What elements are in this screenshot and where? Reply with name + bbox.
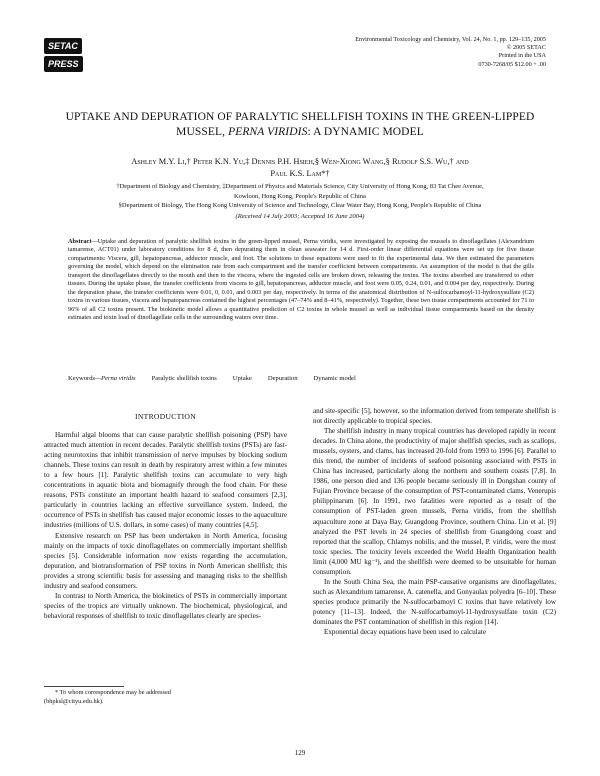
footnote-email: (bhpksl@cityu.edu.hk). bbox=[44, 697, 104, 705]
affiliation-line-1: †Department of Biology and Chemistry, ‡Department of Physics and Materials Science, City University of Hong Kong, 83 Tat Chee Avenue, bbox=[116, 183, 484, 190]
article-title bbox=[44, 110, 556, 140]
paragraph: Exponential decay equations have been used to calculate bbox=[324, 628, 486, 637]
keyword-item: Depuration bbox=[267, 375, 298, 382]
title-part-1: UPTAKE AND DEPURATION OF PARALYTIC SHELLFISH TOXINS IN THE GREEN-LIPPED MUSSEL, bbox=[65, 111, 535, 138]
keyword-item: Dynamic model bbox=[313, 375, 356, 382]
abstract-label: Abstract bbox=[68, 238, 92, 245]
keyword-item: Paralytic shellfish toxins bbox=[151, 375, 217, 382]
abstract-text: —Uptake and depuration of paralytic shellfish toxins in the green-lipped mussel, Perna viridis, were investigated by exposing the mussels to dinoflagellates (Alexandrium tamarense, ACT01) under laboratory conditions for 8 d, then depurating them in clean seawater for 14 d. First-order linear differential equations were set up for five tissue compartments: Viscera, gill, hepatopancreas, adductor muscle, and foot. The solutions to these equations were used to fit the experimental data. We then estimated the parameters governing the model, which depend on the elimination rate from each compartment and the transfer coefficient between compartments. An assumption of the model is that the gills transport the dinoflagellates directly to the mouth and then to the viscera, where the ingested cells are broken down, releasing the toxins. The toxins absorbed are transferred to other tissues. During the uptake phase, the transfer coefficients from viscera to gill, hepatopancreas, adductor muscle, and foot were 0.05, 0.24, 0.01, and 0.004 per day, respectively. During the depuration phase, the transfer coefficients were 0.01, 0, 0.01, and 0.003 per day, respectively. In terms of the anatomical distribution of N-sulfocarbamoyl-11-hydroxysulfate (C2) toxins in various tissues, viscera and hepatopancreas contained the highest percentages (47–74% and 8–41%, respectively). Together, these two tissue compartments accounted for 71 to 96% of all C2 toxins present. The biokinetic model allows a quantitative prediction of C2 toxins in whole mussel as well as individual tissue compartments based on the density estimates and toxin load of dinoflagellate cells in the surrounding waters over time. bbox=[68, 238, 534, 322]
authors-line-1: Ashley M.Y. Li,† Peter K.N. Yu,‡ Dennis P.H. Hsieh,§ Wen-Xiong Wang,§ Rudolf S.S. Wu,† and bbox=[131, 157, 469, 166]
affiliation-line-2: Kowloon, Hong Kong, People's Republic of China bbox=[234, 192, 366, 200]
paragraph: and site-specific [5], however, so the information derived from temperate shellfish is not directly applicable to tropical species. bbox=[313, 407, 556, 426]
title-part-2: : A DYNAMIC MODEL bbox=[307, 126, 424, 138]
received-dates: (Received 14 July 2003; Accepted 16 June 2004) bbox=[235, 213, 365, 220]
journal-copyright: © 2005 SETAC bbox=[506, 44, 546, 52]
authors-line-2: Paul K.S. Lam*† bbox=[270, 169, 330, 178]
author-list bbox=[44, 156, 556, 180]
logo-press: PRESS bbox=[44, 56, 83, 72]
keywords-label: Keywords bbox=[68, 375, 96, 382]
left-column bbox=[44, 408, 287, 621]
abstract bbox=[68, 238, 534, 323]
title-species: PERNA VIRIDIS bbox=[228, 126, 308, 138]
right-column bbox=[313, 406, 556, 637]
footnote-line-1: * To whom correspondence may be addressed bbox=[55, 689, 171, 696]
journal-issn: 0730-7268/05 $12.00 + .00 bbox=[478, 60, 546, 68]
page-number: 129 bbox=[294, 749, 306, 757]
setac-press-logo bbox=[44, 36, 122, 69]
paragraph: In the South China Sea, the main PSP-causative organisms are dinoflagellates, such as Alexandrium tamarense, A. catenella, and Gonyaulax polyedra [6–10]. These species produce primarily the N-sulfocarbamoyl C toxins that have relatively low potency [11–13]. Indeed, the N-sulfocarbamoyl-11-hydroxysulfate toxin (C2) dominates the PST contamination of shellfish in this region [14]. bbox=[313, 577, 556, 626]
journal-citation: Environmental Toxicology and Chemistry, Vol. 24, No. 1, pp. 129–135, 2005 bbox=[355, 36, 546, 43]
keywords bbox=[68, 374, 534, 383]
logo-setac: SETAC bbox=[44, 38, 82, 54]
paragraph: In contrast to North America, the biokinetics of PSTs in commercially important species of the tropics are virtually unknown. The biochemical, physiological, and behavioral responses of shellfish to toxic dinoflagellates clearly are species- bbox=[44, 591, 287, 620]
keyword-item: Uptake bbox=[232, 375, 252, 382]
paragraph: Harmful algal blooms that can cause paralytic shellfish poisoning (PSP) have attracted much attention in recent decades. Paralytic shellfish toxins (PSTs) are fast-acting neurotoxins that inhibit transmission of nerve impulses by blocking sodium channels. These toxins can result in death by respiratory arrest within a few minutes to a few hours [1]. Paralytic shellfish toxins can accumulate to very high concentrations in aquatic biota and biomagnify through the food chain. For these reasons, PSTs constitute an important health hazard to seafood consumers [2,3], particularly in countries lacking an effective surveillance system. Indeed, the occurrence of PSTs in shellfish has caused major economic losses to the aquaculture industries (millions of U.S. dollars, in some cases) of many countries [4,5]. bbox=[44, 431, 287, 530]
journal-printed: Printed in the USA bbox=[498, 52, 546, 60]
section-heading-introduction: INTRODUCTION bbox=[135, 412, 196, 421]
keyword-item: —Perna viridis bbox=[95, 375, 136, 382]
affiliations bbox=[44, 182, 556, 211]
paragraph: Extensive research on PSP has been undertaken in North America, focusing mainly on the impacts of toxic dinoflagellates on commercially important shellfish species [5]. Considerable information now exists regarding the accumulation, depuration, and biotransformation of PSP toxins in North American shellfish; this provides a strong scientific basis for assessing and managing risks to the shellfish industry and seafood consumers. bbox=[44, 531, 287, 590]
journal-info bbox=[246, 36, 546, 69]
affiliation-line-3: §Department of Biology, The Hong Kong University of Science and Technology, Clear Water Bay, Hong Kong, People's Republic of China bbox=[118, 202, 482, 209]
paragraph: The shellfish industry in many tropical countries has developed rapidly in recent decades. In China alone, the productivity of major shellfish species, such as scallops, mussels, oysters, and clams, has increased 20-fold from 1993 to 1996 [6]. Parallel to this trend, the number of incidents of seafood poisoning associated with PSTs in China has increased, particularly along the northern and southern coasts [7,8]. In 1986, one person died and 136 people became seriously ill in Dongshan county of Fujian Province because of the consumption of PST-contaminated clams, Venerupis philippinarum [6]. In 1991, two fatalities were reported as a result of the consumption of PST-laden green mussels, Perna viridis, from the shellfish aquaculture zone at Daya Bay, Guangdong Province, southern China. Lin et al. [9] analyzed the PST levels in 24 species of shellfish from Guangdong coast and reported that the scallop, Chlamys nobilis, and the mussel, P. viridis, were the most toxic species. The toxicity levels exceeded the World Health Organization health limit (4,000 MU kg⁻¹), and the shellfish were deemed to be unsuitable for human consumption. bbox=[313, 427, 556, 576]
footnote-divider bbox=[44, 686, 124, 687]
footnote bbox=[44, 689, 287, 706]
